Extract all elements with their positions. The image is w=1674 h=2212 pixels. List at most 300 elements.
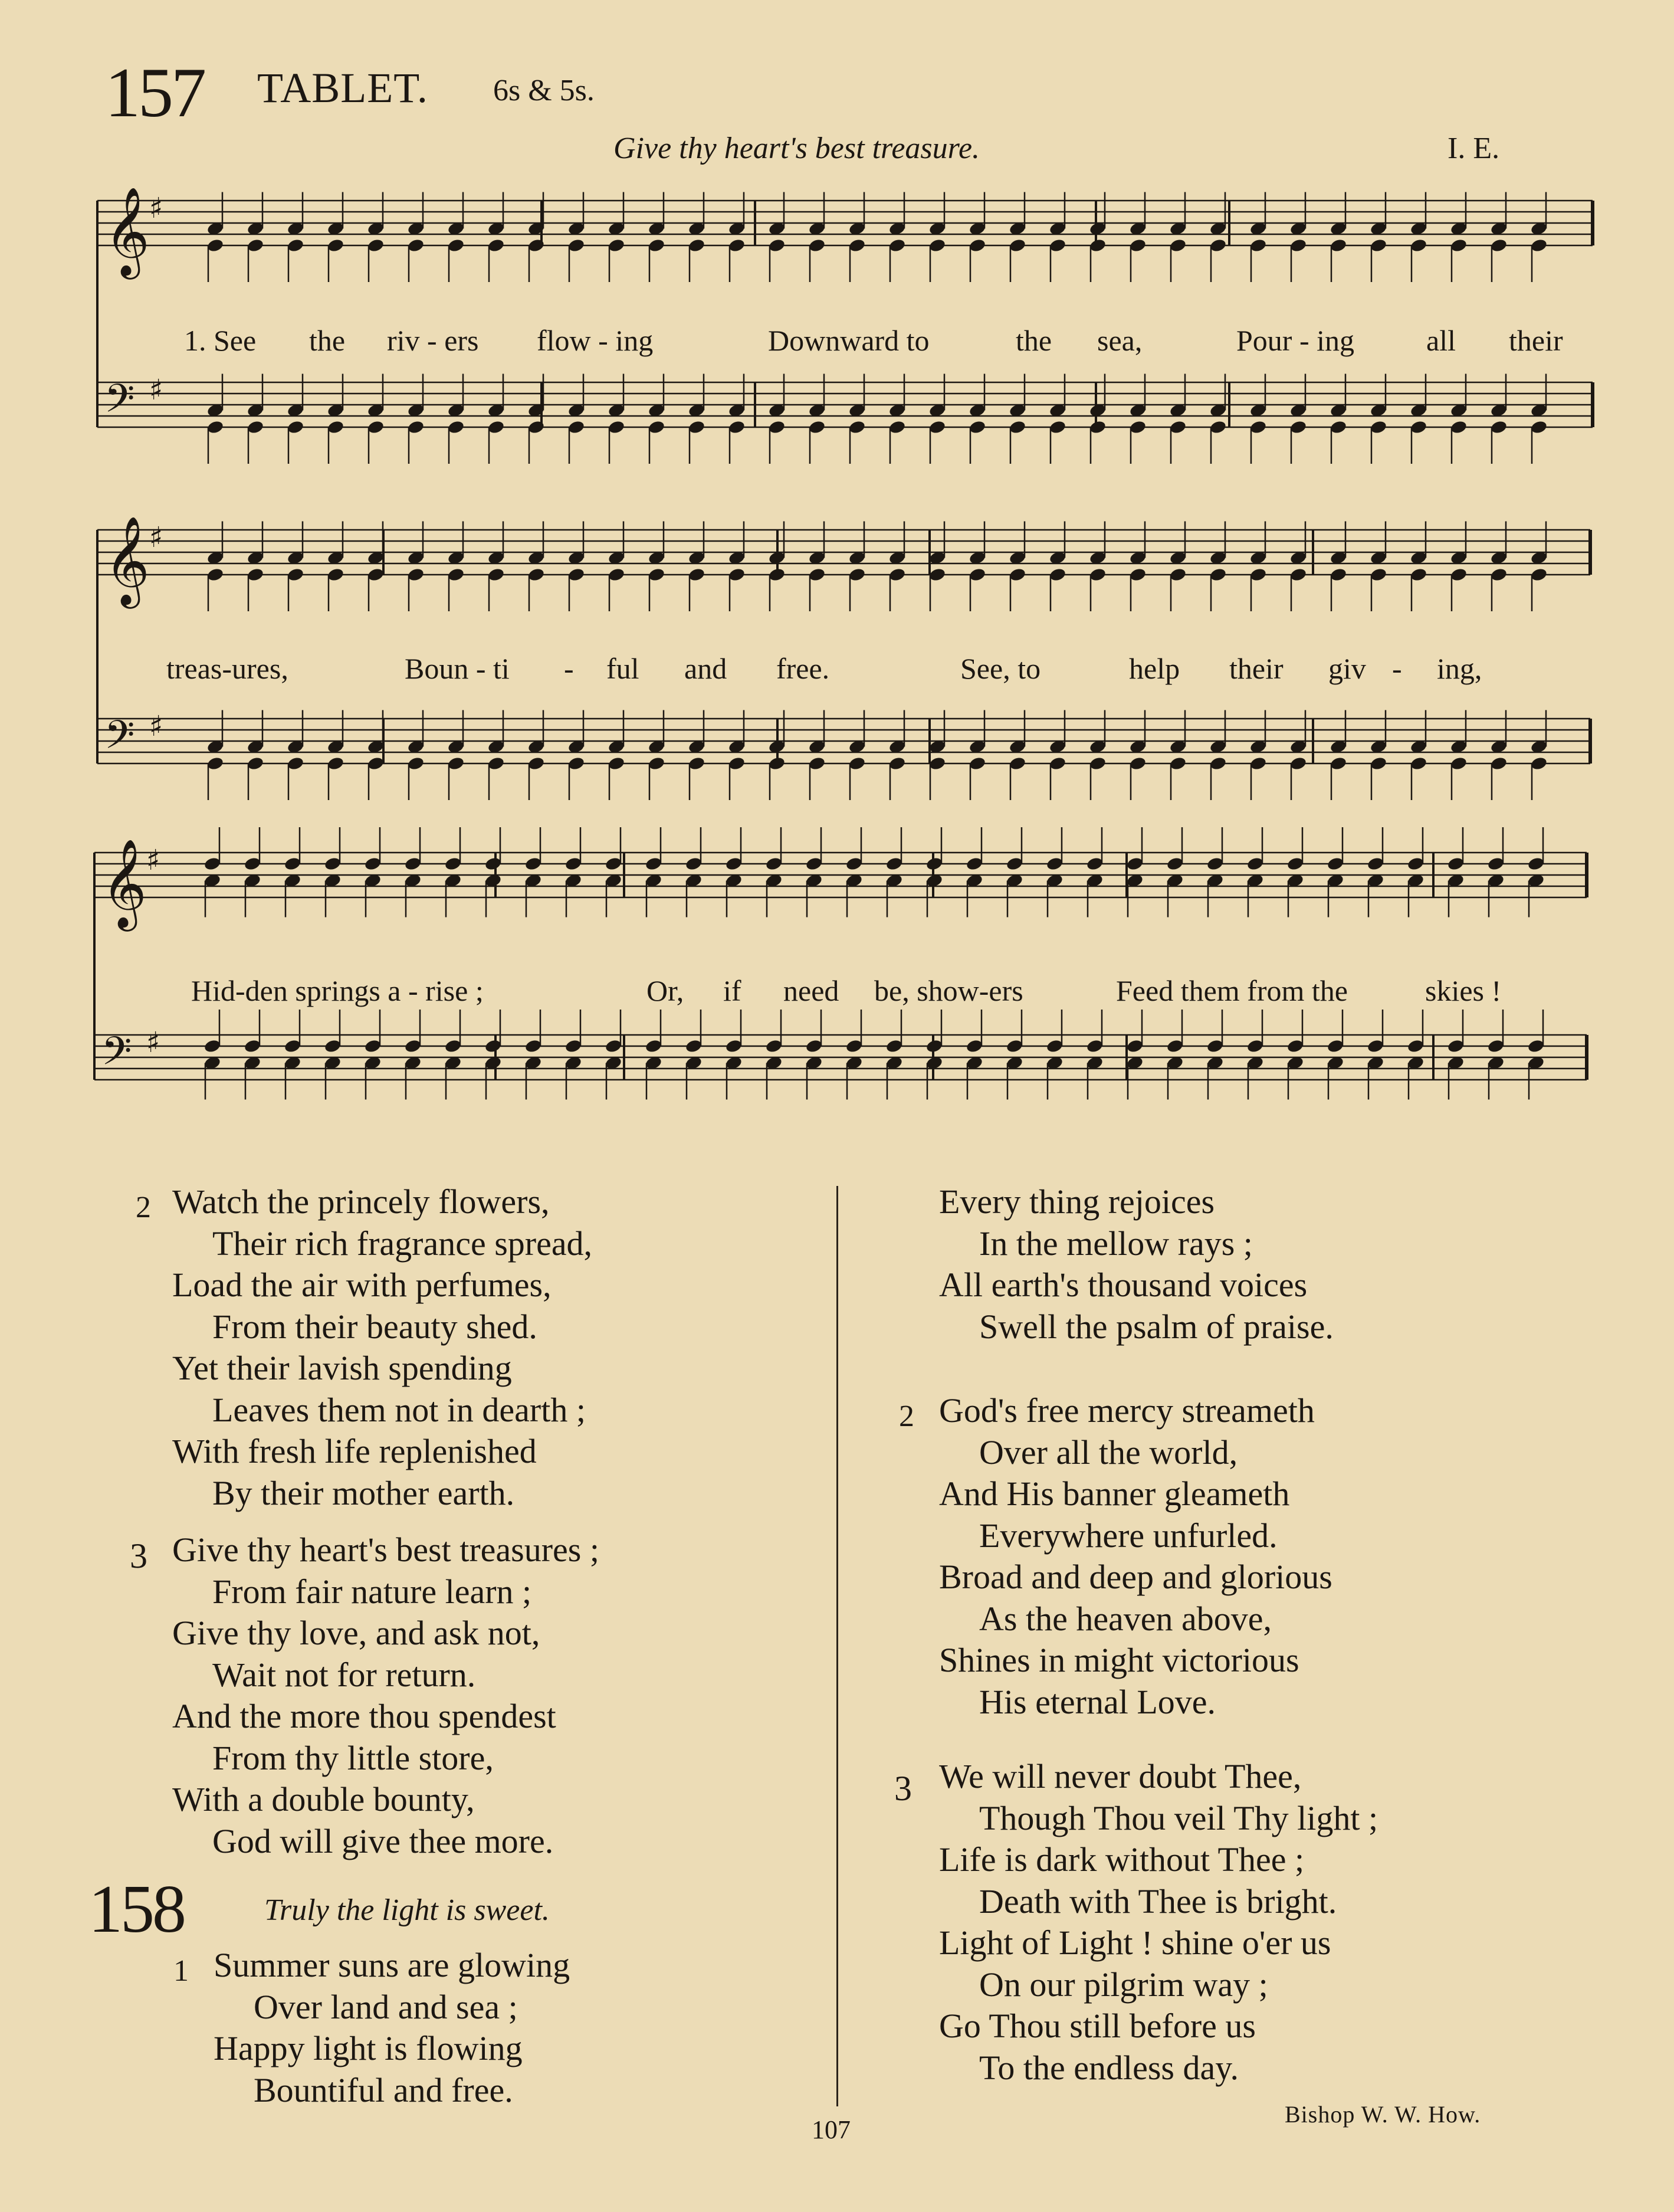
verse-line: Broad and deep and glorious [939,1558,1332,1596]
notehead [1289,238,1308,253]
hymn-158-verse-2 [899,1390,1332,1723]
bass-clef-icon: 𝄢 [104,712,135,767]
verse-line: On our pilgrim way ; [979,1965,1268,2004]
notehead [524,856,543,871]
notehead [247,756,265,771]
notehead [327,756,345,771]
verse-line: Give thy love, and ask not, [172,1614,540,1652]
notehead [1049,567,1067,582]
notehead [1049,238,1067,253]
notehead [725,856,743,871]
notehead [969,420,987,435]
notehead [1246,856,1265,871]
notehead [367,567,385,582]
underlay-word: their [1229,652,1284,685]
notehead [444,1038,462,1054]
notehead [765,1038,783,1054]
notehead [203,1038,222,1054]
notehead [805,856,823,871]
notehead [648,567,666,582]
notehead [1289,756,1308,771]
verse-line: From thy little store, [212,1738,494,1777]
underlay-word: 1. See [184,324,257,357]
notehead [407,420,425,435]
underlay-word: free. [776,652,830,685]
notehead [1126,856,1144,871]
verse-number: 3 [130,1536,147,1575]
notehead [284,1038,302,1054]
underlay-word: Pour - ing [1236,324,1354,357]
notehead [1410,238,1428,253]
notehead [567,567,586,582]
notehead [928,567,947,582]
notehead [364,856,382,871]
notehead [206,238,225,253]
notehead [1286,856,1305,871]
verse-line: All earth's thousand voices [939,1266,1308,1304]
verse-line: From fair nature learn ; [212,1572,532,1611]
notehead [324,1038,342,1054]
verse-line: Yet their lavish spending [172,1349,512,1387]
underlay-word: treas-ures, [166,652,288,685]
notehead [1209,567,1227,582]
notehead [1367,1038,1385,1054]
notehead [1490,420,1508,435]
verse-line: In the mellow rays ; [979,1224,1253,1263]
notehead [444,856,462,871]
verse-line: Everywhere unfurled. [979,1516,1278,1555]
hymn-motto: Give thy heart's best treasure. [613,132,980,165]
notehead [327,238,345,253]
notehead [1487,1038,1505,1054]
notehead [969,567,987,582]
verse-line: Load the air with perfumes, [172,1266,552,1304]
notehead [484,856,503,871]
notehead [1169,238,1187,253]
notehead [1410,756,1428,771]
notehead [925,856,944,871]
notehead [206,756,225,771]
notehead [247,567,265,582]
notehead [1490,756,1508,771]
notehead [287,756,305,771]
notehead [1166,856,1184,871]
notehead [1246,1038,1265,1054]
hymn-158-motto: Truly the light is sweet. [264,1893,550,1927]
notehead [845,856,864,871]
notehead [284,856,302,871]
notehead [1206,1038,1225,1054]
verse-line: Wait not for return. [212,1655,476,1694]
sharp-icon: ♯ [149,710,163,743]
notehead [648,238,666,253]
underlay-word: their [1509,324,1563,357]
notehead [407,567,425,582]
treble-clef-icon: 𝄞 [101,838,147,928]
notehead [1330,238,1348,253]
meter: 6s & 5s. [493,74,595,107]
notehead [1249,756,1268,771]
notehead [1450,756,1468,771]
notehead [1006,856,1024,871]
notehead [1410,420,1428,435]
verse-3 [130,1529,599,1862]
notehead [768,567,786,582]
notehead [608,420,626,435]
verse-line: By their mother earth. [212,1473,515,1512]
notehead [447,756,465,771]
notehead [527,756,546,771]
verse-line: Go Thou still before us [939,2007,1256,2045]
notehead [487,567,506,582]
notehead [404,1038,422,1054]
verse-line: God will give thee more. [212,1821,554,1860]
notehead [564,856,583,871]
notehead [1086,856,1104,871]
notehead [407,238,425,253]
notehead [1370,756,1388,771]
notehead [728,420,746,435]
sharp-icon: ♯ [146,844,160,877]
notehead [1447,856,1465,871]
hymn-number: 157 [105,53,204,132]
notehead [1370,420,1388,435]
underlay-word: Or, [646,974,684,1007]
underlay-word: if [723,974,741,1007]
notehead [1289,567,1308,582]
notehead [1089,567,1107,582]
notehead [768,238,786,253]
notehead [888,567,907,582]
notehead [203,856,222,871]
notehead [487,756,506,771]
verse-line: Though Thou veil Thy light ; [979,1798,1378,1837]
notehead [1006,1038,1024,1054]
notehead [567,238,586,253]
notehead [327,420,345,435]
notehead [327,567,345,582]
notehead [1129,238,1147,253]
notehead [404,856,422,871]
notehead [966,856,984,871]
notehead [1530,420,1548,435]
notehead [1046,1038,1064,1054]
verse-line: Over all the world, [979,1433,1238,1472]
notehead [447,238,465,253]
notehead [648,420,666,435]
underlay-word: - [564,652,574,685]
notehead [1410,567,1428,582]
notehead [1089,756,1107,771]
sharp-icon: ♯ [149,521,163,554]
verse-line: Watch the princely flowers, [172,1182,550,1221]
hymn-158-verse-1-continued [939,1181,1334,1348]
notehead [1286,1038,1305,1054]
verse-line: And the more thou spendest [172,1697,556,1735]
notehead [524,1038,543,1054]
notehead [1169,420,1187,435]
underlay-word: skies ! [1425,974,1502,1007]
notehead [206,567,225,582]
verse-line: God's free mercy streameth [939,1391,1315,1430]
verse-line: His eternal Love. [979,1682,1216,1721]
underlay-word: all [1426,324,1456,357]
notehead [244,856,262,871]
notehead [1129,567,1147,582]
verse-line: Every thing rejoices [939,1182,1215,1221]
notehead [487,238,506,253]
notehead [206,420,225,435]
notehead [447,420,465,435]
notehead [1209,238,1227,253]
notehead [1450,567,1468,582]
underlay-word: sea, [1097,324,1143,357]
notehead [1327,856,1345,871]
verse-number: 2 [136,1191,151,1224]
notehead [1289,420,1308,435]
notehead [608,567,626,582]
notehead [367,756,385,771]
notehead [645,1038,663,1054]
notehead [805,1038,823,1054]
notehead [1450,238,1468,253]
column-divider [836,1186,838,2106]
notehead [605,1038,623,1054]
verse-line: Give thy heart's best treasures ; [172,1531,599,1569]
verse-line: Summer suns are glowing [214,1946,570,1984]
notehead [645,856,663,871]
notehead [768,420,786,435]
notehead [1009,238,1027,253]
underlay-word: ful [606,652,639,685]
underlay-word: See, to [960,652,1041,685]
notehead [608,238,626,253]
notehead [1086,1038,1104,1054]
verse-number: 3 [894,1769,912,1808]
tune-name: TABLET. [257,64,428,112]
notehead [1009,420,1027,435]
notehead [1367,856,1385,871]
notehead [1527,856,1545,871]
notehead [688,420,706,435]
hymn-158-verse-1 [173,1945,570,2111]
underlay-word: Feed them from the [1116,974,1348,1007]
notehead [885,856,904,871]
notehead [1129,756,1147,771]
notehead [1330,756,1348,771]
notehead [966,1038,984,1054]
verse-2 [136,1181,593,1514]
notehead [848,756,866,771]
notehead [808,420,826,435]
notehead [808,238,826,253]
composer-initials: I. E. [1447,132,1500,165]
notehead [447,567,465,582]
notehead [1407,1038,1425,1054]
verse-line: Leaves them not in dearth ; [212,1390,586,1429]
notehead [1209,756,1227,771]
notehead [407,756,425,771]
notehead [287,420,305,435]
sharp-icon: ♯ [149,373,163,407]
sharp-icon: ♯ [146,1026,160,1059]
notehead [1009,756,1027,771]
hymn-158-verse-3 [894,1756,1378,2089]
verse-number: 1 [173,1954,189,1988]
notehead [1249,420,1268,435]
verse-line: Bountiful and free. [254,2070,513,2109]
underlay-word: help [1129,652,1180,685]
notehead [1209,420,1227,435]
notehead [567,756,586,771]
notehead [1327,1038,1345,1054]
notehead [364,1038,382,1054]
notehead [567,420,586,435]
notehead [685,1038,703,1054]
notehead [969,756,987,771]
sharp-icon: ♯ [149,192,163,225]
notehead [728,567,746,582]
notehead [1447,1038,1465,1054]
underlay-word: the [1016,324,1052,357]
notehead [765,856,783,871]
notehead [247,238,265,253]
bass-clef-icon: 𝄢 [101,1028,132,1083]
underlay-word: Hid-den springs a - rise ; [191,974,484,1007]
notehead [688,756,706,771]
verse-line: Light of Light ! shine o'er us [939,1923,1331,1962]
notehead [648,756,666,771]
notehead [688,567,706,582]
notehead [728,756,746,771]
verse-line: And His banner gleameth [939,1474,1290,1513]
notehead [808,756,826,771]
verse-line: Death with Thee is bright. [979,1882,1337,1921]
notehead [728,238,746,253]
notehead [1370,567,1388,582]
verse-line: From their beauty shed. [212,1307,537,1346]
notehead [928,420,947,435]
notehead [1169,567,1187,582]
verse-line: To the endless day. [979,2048,1239,2087]
notehead [287,238,305,253]
notehead [808,567,826,582]
notehead [928,238,947,253]
notehead [1530,238,1548,253]
notehead [247,420,265,435]
verse-line: As the heaven above, [979,1599,1272,1638]
notehead [1450,420,1468,435]
verse-number: 2 [899,1400,914,1433]
notehead [605,856,623,871]
notehead [885,1038,904,1054]
notehead [1530,756,1548,771]
verse-line: Life is dark without Thee ; [939,1840,1305,1879]
notehead [928,756,947,771]
notehead [367,420,385,435]
verse-line: Swell the psalm of praise. [979,1307,1334,1346]
notehead [685,856,703,871]
bass-clef-icon: 𝄢 [104,376,135,431]
notehead [1126,1038,1144,1054]
verse-line: We will never doubt Thee, [939,1757,1302,1795]
underlay-word: riv - ers [387,324,479,357]
notehead [1249,567,1268,582]
notehead [527,567,546,582]
notehead [1407,856,1425,871]
notehead [1009,567,1027,582]
verse-line: Happy light is flowing [214,2029,523,2067]
notehead [1249,238,1268,253]
underlay-word: ing, [1437,652,1482,685]
notehead [845,1038,864,1054]
author-credit: Bishop W. W. How. [1285,2101,1481,2128]
treble-clef-icon: 𝄞 [104,186,150,276]
underlay-word: Boun - ti [405,652,510,685]
notehead [848,238,866,253]
notehead [688,238,706,253]
notehead [244,1038,262,1054]
notehead [484,1038,503,1054]
underlay-word: and [684,652,727,685]
notehead [1089,238,1107,253]
notehead [1530,567,1548,582]
notehead [487,420,506,435]
underlay-word: need [783,974,839,1007]
notehead [1089,420,1107,435]
notehead [324,856,342,871]
verse-line: With fresh life replenished [172,1432,537,1470]
notehead [287,567,305,582]
notehead [1049,420,1067,435]
notehead [768,756,786,771]
verse-line: Their rich fragrance spread, [212,1224,593,1263]
hymn-number-158: 158 [88,1872,184,1947]
notehead [1527,1038,1545,1054]
notehead [1049,756,1067,771]
notehead [1129,420,1147,435]
page-number: 107 [812,2115,851,2144]
notehead [848,420,866,435]
verse-line: With a double bounty, [172,1780,475,1818]
notehead [1490,567,1508,582]
notehead [1370,238,1388,253]
notehead [925,1038,944,1054]
underlay-word: flow - ing [537,324,654,357]
underlay-word: the [309,324,346,357]
notehead [969,238,987,253]
notehead [1487,856,1505,871]
notehead [1166,1038,1184,1054]
notehead [1330,420,1348,435]
notehead [1330,567,1348,582]
notehead [1169,756,1187,771]
notehead [1490,238,1508,253]
treble-clef-icon: 𝄞 [104,515,150,605]
notehead [848,567,866,582]
underlay-word: - [1392,652,1402,685]
notehead [888,238,907,253]
underlay-word: giv [1328,652,1366,685]
notehead [564,1038,583,1054]
notehead [725,1038,743,1054]
underlay-word: Downward to [768,324,930,357]
verse-line: Shines in might victorious [939,1641,1299,1679]
underlay-word: be, show-ers [874,974,1023,1007]
notehead [1206,856,1225,871]
notehead [888,420,907,435]
notehead [1046,856,1064,871]
